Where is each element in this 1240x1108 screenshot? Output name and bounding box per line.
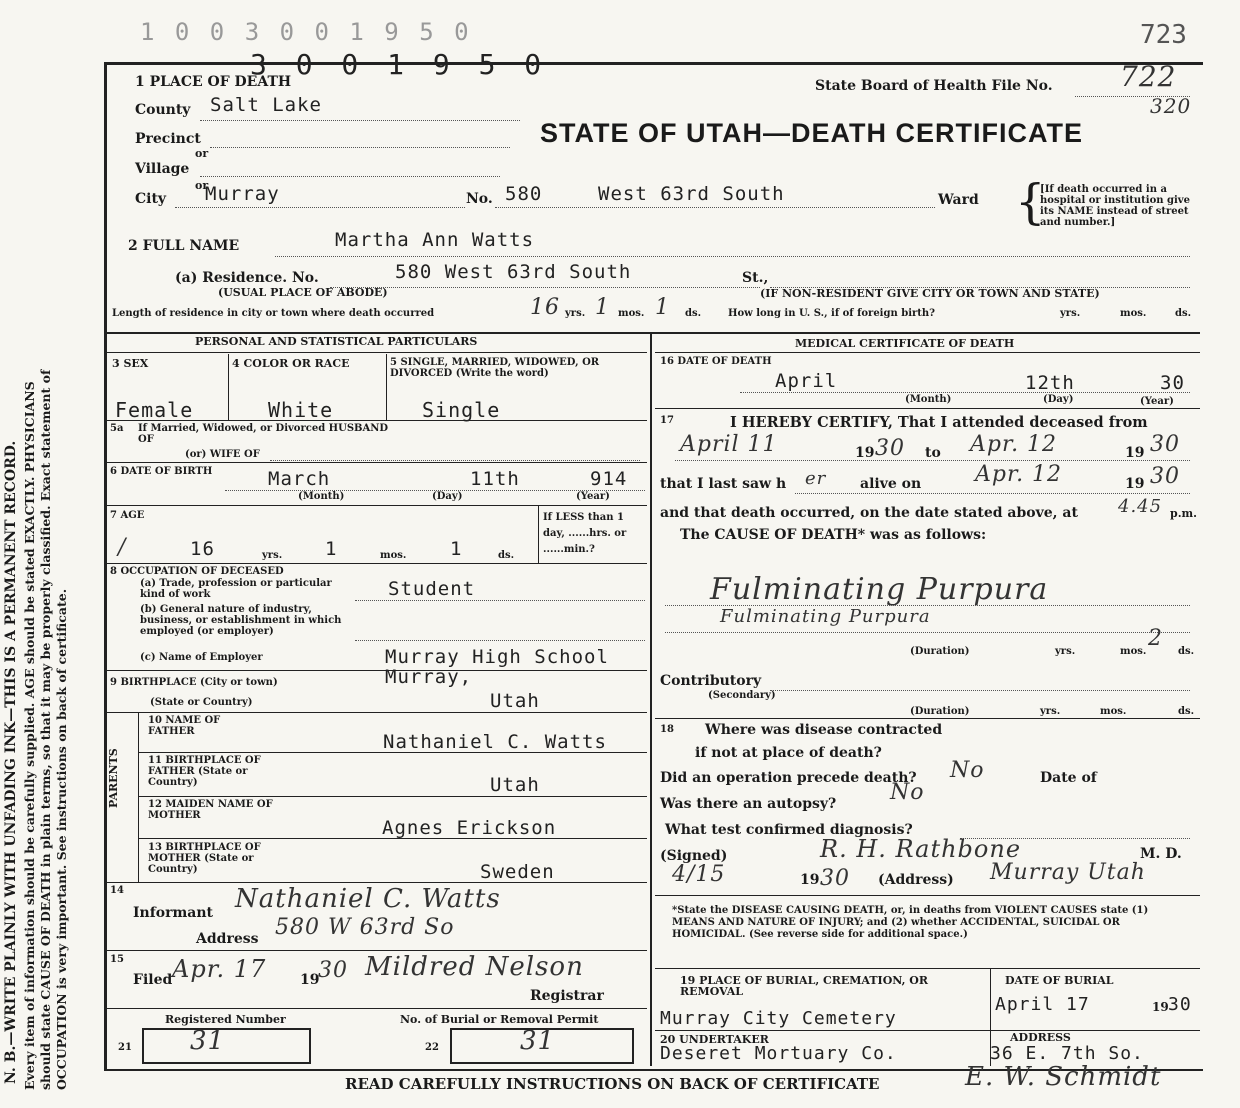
alive-date: Apr. 12 [975, 462, 1063, 487]
registrar-label: Registrar [530, 988, 604, 1004]
file-number-2: 320 [1150, 94, 1192, 118]
mother-birthplace: Sweden [480, 861, 555, 883]
race-label: 4 COLOR OR RACE [232, 357, 350, 370]
registered-row-number: 21 [118, 1042, 132, 1053]
mother-label: 12 MAIDEN NAME OF MOTHER [148, 799, 273, 821]
spouse-label-2: (or) WIFE OF [185, 449, 260, 460]
father-birthplace-label: 11 BIRTHPLACE OF FATHER (State or Country) [148, 755, 261, 788]
us-yrs-label: yrs. [1060, 308, 1081, 319]
stamp-top-right: 723 [1140, 20, 1187, 50]
attend-from-year: 30 [875, 436, 905, 461]
filed-label: Filed [133, 972, 173, 988]
filed-year: 30 [318, 958, 348, 983]
parents-label: PARENTS [107, 748, 120, 808]
alive-label: alive on [860, 476, 922, 492]
county-label: County [135, 102, 191, 118]
last-saw-label: that I last saw h [660, 476, 787, 492]
street-number: 580 [505, 183, 543, 205]
last-saw-suffix: er [805, 468, 827, 489]
death-time: 4.45 [1118, 496, 1163, 517]
birthplace-state-label: (State or Country) [150, 697, 253, 708]
operation-date-label: Date of [1040, 770, 1097, 786]
age-ds-label: ds. [498, 550, 515, 561]
age-yrs-label: yrs. [262, 550, 283, 561]
age-months: 1 [325, 538, 338, 560]
attend-to-prefix: 19 [1125, 445, 1145, 461]
burial-date: April 17 [995, 994, 1090, 1015]
age-label: 7 AGE [110, 510, 145, 521]
footer-signature: E. W. Schmidt [965, 1062, 1162, 1092]
registrar-signature: Mildred Nelson [365, 952, 584, 982]
contracted-label-2: if not at place of death? [695, 745, 882, 761]
birthplace-city: Murray, [385, 666, 473, 688]
attend-to: Apr. 12 [970, 432, 1058, 457]
permit-row-number: 22 [425, 1042, 439, 1053]
age-days: 1 [450, 538, 463, 560]
duration-ds-label: ds. [1178, 646, 1195, 657]
employer-value: Murray High School [385, 646, 609, 668]
yrs-label: yrs. [565, 308, 586, 319]
death-day-label: (Day) [1043, 394, 1074, 405]
birthplace-state: Utah [490, 690, 540, 712]
cause-label: The CAUSE OF DEATH* was as follows: [680, 527, 987, 543]
informant-address: 580 W 63rd So [275, 915, 455, 940]
undertaker-value: Deseret Mortuary Co. [660, 1043, 897, 1064]
signed-date: 4/15 [672, 862, 726, 887]
informant-number: 14 [110, 885, 124, 896]
side-note-line2: Every item of information should be carefully supplied. AGE should be stated EXACTLY. PHYSICIANS [22, 381, 37, 1090]
dob-month-label: (Month) [298, 491, 345, 502]
dob-day: 11th [470, 468, 520, 490]
or-1: or [195, 147, 209, 160]
death-month-label: (Month) [905, 394, 952, 405]
spouse-label: If Married, Widowed, or Divorced HUSBAND OF [138, 423, 389, 445]
alive-prefix: 19 [1125, 476, 1145, 492]
birthplace-label: 9 BIRTHPLACE (City or town) [110, 677, 278, 688]
marital-value: Single [422, 398, 501, 422]
burial-place-label: 19 PLACE OF BURIAL, CREMATION, OR REMOVAL [680, 974, 929, 998]
personal-heading: PERSONAL AND STATISTICAL PARTICULARS [195, 335, 478, 348]
death-year-label: (Year) [1140, 396, 1174, 407]
informant-signature: Nathaniel C. Watts [235, 884, 501, 914]
secondary-label: (Secondary) [708, 690, 776, 701]
mother-value: Agnes Erickson [382, 817, 557, 839]
sex-value: Female [115, 398, 194, 422]
file-number: 722 [1120, 60, 1177, 93]
residence-months: 1 [595, 295, 610, 320]
occupation-label: 8 OCCUPATION OF DECEASED [110, 566, 284, 577]
attend-from: April 11 [680, 432, 778, 457]
side-note-line4: OCCUPATION is very important. See instructions on back of certificate. [54, 588, 69, 1090]
father-birthplace: Utah [490, 774, 540, 796]
occupation-b-label: (b) General nature of industry, business, or establishment in which employed (or employer) [140, 604, 342, 637]
test-label: What test confirmed diagnosis? [665, 822, 913, 838]
city-label: City [135, 191, 167, 207]
certify-number: 17 [660, 415, 674, 426]
duration-label: (Duration) [910, 646, 970, 657]
side-note [0, 30, 70, 1090]
sex-label: 3 SEX [112, 357, 149, 370]
undertaker-address-label: ADDRESS [1010, 1031, 1071, 1044]
or-2: or [195, 179, 209, 192]
pm-label: p.m. [1170, 507, 1197, 520]
signed-year: 30 [820, 866, 850, 891]
burial-year: 30 [1168, 994, 1192, 1015]
burial-place: Murray City Cemetery [660, 1008, 897, 1029]
serial-stamp: 3 0 0 1 9 5 0 [250, 48, 548, 81]
less-than-day-label: If LESS than 1 day, ......hrs. or ......min.? [543, 512, 627, 555]
occurred-label: and that death occurred, on the date stated above, at [660, 505, 1078, 521]
county-value: Salt Lake [210, 94, 322, 116]
autopsy-label: Was there an autopsy? [660, 796, 837, 812]
contrib-ds-label: ds. [1178, 706, 1195, 717]
precinct-label: Precinct [135, 131, 201, 147]
spouse-number: 5a [110, 423, 124, 434]
dob-month: March [268, 468, 331, 490]
brace-icon: { [1015, 174, 1046, 230]
date-of-death-label: 16 DATE OF DEATH [660, 356, 772, 367]
us-ds-label: ds. [1175, 308, 1192, 319]
footer-instructions: READ CAREFULLY INSTRUCTIONS ON BACK OF CERTIFICATE [345, 1075, 880, 1093]
informant-label: Informant [133, 905, 213, 921]
undertaker-label: 20 UNDERTAKER [660, 1033, 769, 1046]
age-check: / [118, 535, 127, 560]
death-month: April [775, 370, 838, 392]
age-mos-label: mos. [380, 550, 407, 561]
residence-label: (a) Residence. No. [175, 270, 319, 286]
duration-yrs-label: yrs. [1055, 646, 1076, 657]
duration-months: 2 [1148, 626, 1163, 651]
signed-label: (Signed) [660, 848, 728, 864]
residence-value: 580 West 63rd South [395, 261, 632, 283]
st-label: St., [742, 270, 769, 286]
attend-to-year: 30 [1150, 432, 1180, 457]
contributory-label: Contributory [660, 673, 762, 689]
sig-address-label: (Address) [878, 872, 954, 888]
md-label: M. D. [1140, 846, 1182, 862]
side-note-line1: N. B.—WRITE PLAINLY WITH UNFADING INK—THIS IS A PERMANENT RECORD. [3, 440, 19, 1084]
village-label: Village [135, 161, 190, 177]
attend-from-prefix: 19 [855, 445, 875, 461]
mother-birthplace-label: 13 BIRTHPLACE OF MOTHER (State or Country) [148, 842, 261, 875]
to-label: to [925, 445, 941, 461]
registered-number-label: Registered Number [165, 1013, 286, 1026]
dob-year-label: (Year) [576, 491, 610, 502]
medical-heading: MEDICAL CERTIFICATE OF DEATH [795, 337, 1015, 350]
contracted-number: 18 [660, 724, 674, 735]
ds-label: ds. [685, 308, 702, 319]
alive-year: 30 [1150, 464, 1180, 489]
certificate-title: STATE OF UTAH—DEATH CERTIFICATE [540, 118, 1083, 148]
occupation-a-label: (a) Trade, profession or particular kind of work [140, 578, 332, 600]
marital-label: 5 SINGLE, MARRIED, WIDOWED, OR DIVORCED (Write the word) [390, 357, 600, 379]
burial-date-label: DATE OF BURIAL [1005, 974, 1114, 987]
race-value: White [268, 398, 334, 422]
undertaker-address: 36 E. 7th So. [990, 1043, 1144, 1064]
usual-abode-label: (USUAL PLACE OF ABODE) [218, 286, 388, 299]
duration-mos-label: mos. [1120, 646, 1147, 657]
filed-date: Apr. 17 [172, 955, 267, 983]
burial-permit-value: 31 [520, 1026, 556, 1056]
registered-number-box [142, 1028, 311, 1064]
death-year: 30 [1160, 372, 1185, 394]
certify-text: I HEREBY CERTIFY, That I attended deceased from [730, 414, 1148, 431]
residence-days: 1 [655, 295, 670, 320]
autopsy-value: No [890, 780, 925, 805]
physician-signature: R. H. Rathbone [820, 835, 1022, 863]
contrib-duration-label: (Duration) [910, 706, 970, 717]
us-residence-label: How long in U. S., if of foreign birth? [728, 308, 936, 319]
signed-year-prefix: 19 [800, 872, 820, 888]
occupation-value: Student [388, 578, 476, 600]
contrib-yrs-label: yrs. [1040, 706, 1061, 717]
father-value: Nathaniel C. Watts [383, 731, 607, 753]
us-mos-label: mos. [1120, 308, 1147, 319]
filed-number: 15 [110, 954, 124, 965]
street-no-label: No. [466, 191, 493, 207]
dob-year: 914 [590, 468, 628, 490]
place-of-death-label: 1 PLACE OF DEATH [135, 74, 292, 90]
age-years: 16 [190, 538, 215, 560]
father-label: 10 NAME OF FATHER [148, 715, 221, 737]
mos-label: mos. [618, 308, 645, 319]
street-name: West 63rd South [598, 183, 785, 205]
full-name-value: Martha Ann Watts [335, 229, 535, 251]
cause-handwritten-2: Fulminating Purpura [720, 606, 931, 627]
city-value: Murray [205, 183, 280, 205]
burial-permit-label: No. of Burial or Removal Permit [400, 1013, 599, 1026]
dob-label: 6 DATE OF BIRTH [110, 466, 213, 477]
length-residence-label: Length of residence in city or town where death occurred [112, 308, 435, 319]
stamp-top-left: 1 0 0 3 0 0 1 9 5 0 [140, 18, 472, 46]
side-note-line3: should state CAUSE OF DEATH in plain terms, so that it may be properly classified. Exact statement of [38, 369, 53, 1090]
residence-years: 16 [530, 295, 560, 320]
sig-address: Murray Utah [990, 860, 1146, 885]
ward-label: Ward [938, 192, 979, 208]
registered-number-value: 31 [190, 1026, 226, 1056]
address-label: Address [196, 931, 259, 947]
non-resident-label: (IF NON-RESIDENT GIVE CITY OR TOWN AND STATE) [760, 287, 1100, 300]
dob-day-label: (Day) [432, 491, 463, 502]
full-name-label: 2 FULL NAME [128, 238, 240, 254]
cause-footnote: *State the DISEASE CAUSING DEATH, or, in deaths from VIOLENT CAUSES state (1) MEANS AND NATURE OF INJURY; and (2) whether ACCIDENTAL, SUICIDAL OR HOMICIDAL. (See reverse side for additional space.) [672, 905, 1149, 940]
hospital-note: [If death occurred in a hospital or institution give its NAME instead of street and number.] [1040, 184, 1190, 228]
state-board-label: State Board of Health File No. [815, 78, 1053, 94]
operation-label: Did an operation precede death? [660, 770, 917, 786]
burial-year-prefix: 19 [1152, 1000, 1169, 1014]
contrib-mos-label: mos. [1100, 706, 1127, 717]
filed-year-prefix: 19 [300, 972, 320, 988]
contracted-label: Where was disease contracted [705, 722, 943, 738]
cause-handwritten: Fulminating Purpura [710, 572, 1049, 607]
operation-value: No [950, 758, 985, 783]
death-day: 12th [1025, 372, 1075, 394]
employer-label: (c) Name of Employer [140, 652, 263, 663]
